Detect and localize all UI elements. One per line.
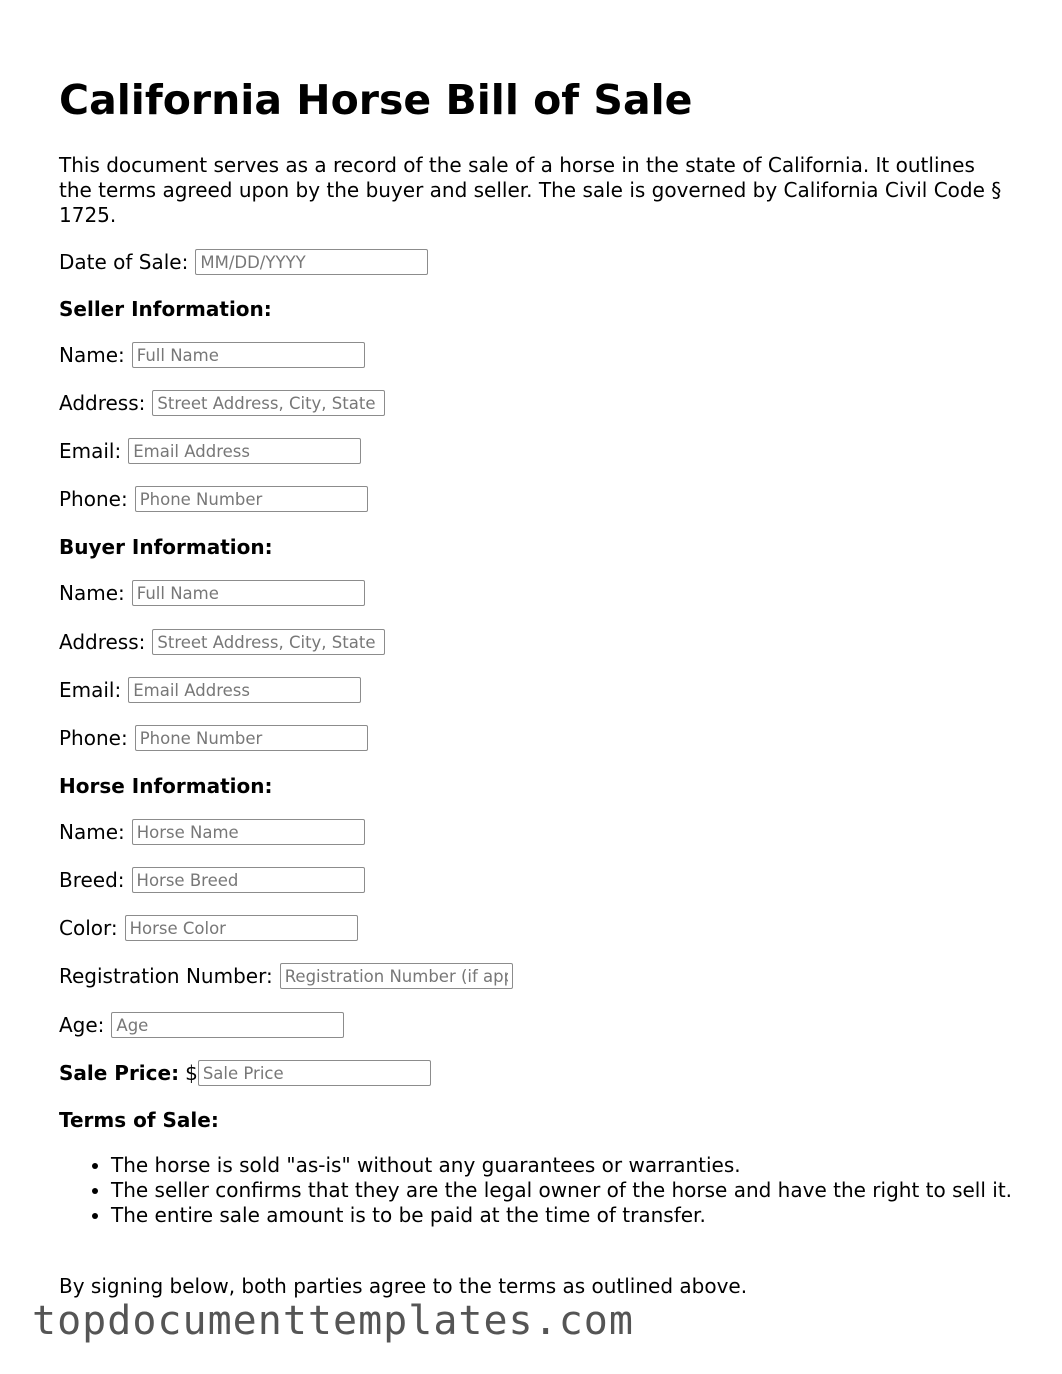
- horse-age-label: Age:: [59, 1013, 105, 1037]
- horse-heading: Horse Information:: [59, 774, 273, 798]
- buyer-email-label: Email:: [59, 678, 122, 702]
- buyer-email-row: [59, 677, 361, 703]
- buyer-phone-label: Phone:: [59, 726, 128, 750]
- seller-name-label: Name:: [59, 343, 125, 367]
- seller-address-input[interactable]: [152, 390, 385, 416]
- horse-age-row: [59, 1012, 344, 1038]
- horse-color-row: [59, 915, 358, 941]
- seller-address-label: Address:: [59, 391, 146, 415]
- sale-price-row: [59, 1060, 431, 1086]
- horse-name-input[interactable]: [132, 819, 365, 845]
- horse-age-input[interactable]: [111, 1012, 344, 1038]
- seller-phone-input[interactable]: [135, 486, 368, 512]
- horse-registration-row: [59, 963, 513, 989]
- date-of-sale-input[interactable]: [195, 249, 428, 275]
- seller-phone-row: [59, 486, 368, 512]
- buyer-email-input[interactable]: [128, 677, 361, 703]
- date-of-sale-row: [59, 249, 428, 275]
- buyer-phone-row: [59, 725, 368, 751]
- seller-email-label: Email:: [59, 439, 122, 463]
- seller-address-row: [59, 390, 385, 416]
- sale-price-label: Sale Price:: [59, 1061, 180, 1085]
- horse-registration-label: Registration Number:: [59, 964, 273, 988]
- buyer-name-input[interactable]: [132, 580, 365, 606]
- horse-name-row: [59, 819, 365, 845]
- date-of-sale-label: Date of Sale:: [59, 250, 189, 274]
- seller-email-input[interactable]: [128, 438, 361, 464]
- seller-heading: Seller Information:: [59, 297, 272, 321]
- currency-symbol: $: [185, 1061, 198, 1085]
- list-item: • The seller confirms that they are the legal owner of the horse and have the right to sell it.: [111, 1178, 1056, 1203]
- seller-phone-label: Phone:: [59, 487, 128, 511]
- horse-color-label: Color:: [59, 916, 118, 940]
- buyer-name-row: [59, 580, 365, 606]
- horse-breed-label: Breed:: [59, 868, 125, 892]
- watermark: topdocumenttemplates.com: [32, 1298, 634, 1344]
- seller-name-row: [59, 342, 365, 368]
- list-item: • The horse is sold "as-is" without any guarantees or warranties.: [111, 1153, 1056, 1178]
- closing-statement: By signing below, both parties agree to the terms as outlined above.: [59, 1274, 748, 1298]
- buyer-address-label: Address:: [59, 630, 146, 654]
- list-item: • The entire sale amount is to be paid at the time of transfer.: [111, 1203, 1056, 1228]
- buyer-address-input[interactable]: [152, 629, 385, 655]
- buyer-name-label: Name:: [59, 581, 125, 605]
- page-title: California Horse Bill of Sale: [59, 76, 693, 124]
- horse-breed-input[interactable]: [132, 867, 365, 893]
- buyer-address-row: [59, 629, 385, 655]
- terms-list: [59, 1153, 1056, 1228]
- seller-name-input[interactable]: [132, 342, 365, 368]
- buyer-heading: Buyer Information:: [59, 535, 273, 559]
- terms-heading: Terms of Sale:: [59, 1108, 219, 1132]
- buyer-phone-input[interactable]: [135, 725, 368, 751]
- horse-name-label: Name:: [59, 820, 125, 844]
- seller-email-row: [59, 438, 361, 464]
- sale-price-input[interactable]: [198, 1060, 431, 1086]
- horse-color-input[interactable]: [125, 915, 358, 941]
- horse-breed-row: [59, 867, 365, 893]
- intro-paragraph: This document serves as a record of the sale of a horse in the state of California. It outlines the terms agreed upon by the buyer and seller. The sale is governed by California Civil Code § 1725.: [59, 153, 1002, 227]
- horse-registration-input[interactable]: [280, 963, 513, 989]
